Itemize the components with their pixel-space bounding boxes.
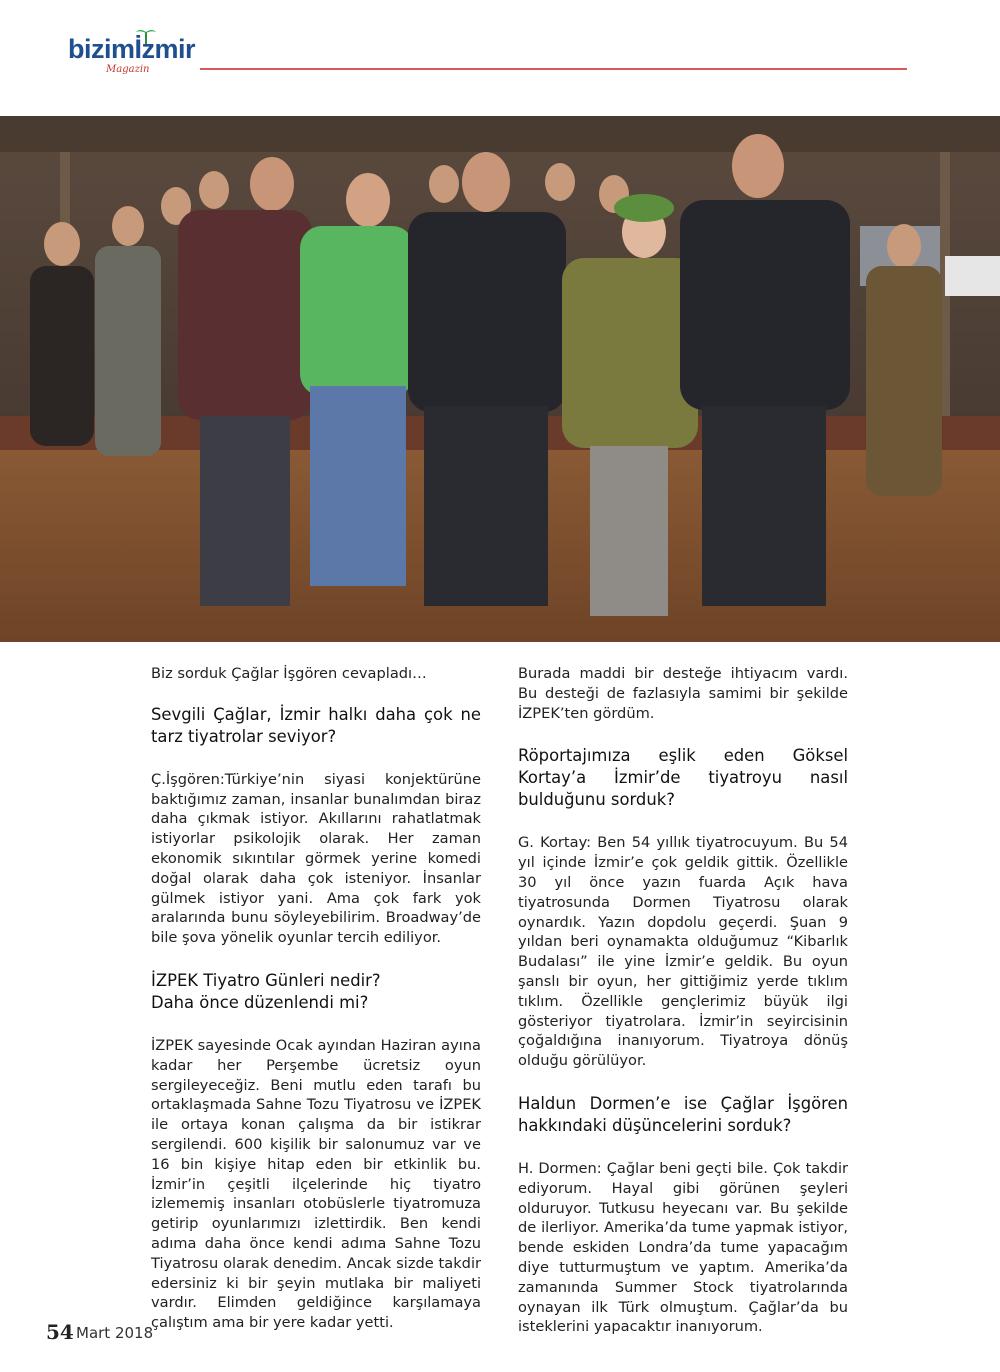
question-heading: Haldun Dormen’e ise Çağlar İşgören hakkındaki düşüncelerini sorduk? [518, 1093, 848, 1135]
answer-paragraph: G. Kortay: Ben 54 yıllık tiyatrocuyum. Bu 54 yıl içinde İzmir’e çok geldik gittik. Özellikle 30 yıl önce yazın fuarda Açık hava tiyatrosunda Dormen Tiyatrosu olarak oynardık. Yazın dopdolu geçerdi. Şuan 9 yıldan beri oynamakta olduğumuz “Kibarlık Budalası” ile yine İzmir’e geldik. Bu oyun şanslı bir oyun, her gittiğimiz yerde tıklım tıklım. Özellikle gençlerimiz büyük ilgi gösteriyor tiyatrolara. İzmir’in seyircisinin çoğaldığına inanıyorum. Tiyatroya dönüş olduğu görülüyor. [518, 834, 848, 1070]
left-column [151, 664, 481, 1333]
logo-subtitle: Magazin [106, 64, 150, 75]
group-photo [0, 116, 1000, 642]
question-heading: Sevgili Çağlar, İzmir halkı daha çok ne tarz tiyatrolar seviyor? [151, 704, 481, 746]
right-column [518, 664, 848, 1337]
answer-continuation: Burada maddi bir desteğe ihtiyacım vardı. Bu desteği de fazlasıyla samimi bir şekilde İZPEK’ten gördüm. [518, 665, 848, 722]
header-divider [200, 68, 907, 70]
magazine-logo [68, 34, 208, 82]
answer-paragraph: H. Dormen: Çağlar beni geçti bile. Çok takdir ediyorum. Hayal gibi görünen şeyleri olduruyor. Tutkusu heyecanı var. Bu şekilde de ilerliyor. Amerika’da tume yapmak istiyor, bende eskiden Londra’da tume yapacağım diye tutturmuştum ve yaptım. Amerika’da zamanında Summer Stock tiyatrolarında oynayan ilk Türk olmuştum. Çağlar’da bu isteklerini yapacaktır inanıyorum. [518, 1159, 848, 1336]
page-number: 54 [46, 1320, 74, 1344]
answer-paragraph: İZPEK sayesinde Ocak ayından Haziran ayına kadar her Perşembe ücretsiz oyun sergileyeceğiz. Beni mutlu eden tarafı bu ortaklaşmada Sahne Tozu Tiyatrosu ve İZPEK ile ortaya konan çalışma da bir istikrar sergilendi. 600 kişilik bir salonumuz var ve 16 bin kişiye hitap eden bir etkinlik bu. İzmir’in çeşitli ilçelerinde hiç tiyatro izlememiş insanları otobüslerle tiyatromuza getirip oyunlarımızı izlettirdik. Ben kendi adıma daha önce kendi adıma Sahne Tozu Tiyatrosu olarak denedim. Ancak sizde takdir edersiniz ki bir şeyin mutlaka bir maliyeti vardır. Elimden geldiğince karşılamaya çalıştım ama bir yere kadar yetti. [151, 1036, 481, 1332]
issue-date: Mart 2018 [76, 1324, 154, 1342]
question-heading: Röportajımıza eşlik eden Göksel Kortay’a İzmir’de tiyatroyu nasıl bulduğunu sorduk? [518, 746, 848, 810]
question-line: Daha önce düzenlendi mi? [151, 992, 369, 1012]
question-line: İZPEK Tiyatro Günleri nedir? [151, 970, 381, 990]
intro-text: Biz sorduk Çağlar İşgören cevapladı… [151, 665, 427, 682]
answer-paragraph: Ç.İşgören:Türkiye’nin siyasi konjektürüne baktığımız zaman, insanlar bunalımdan biraz daha çıkmak istiyor. Akıllarını rahatlatmak istiyorlar psikolojik olarak. Her zaman ekonomik sıkıntılar görmek yerine komedi doğal olarak daha çok isteniyor. İnsanlar gülmek istiyor yani. Ama çok fark yok aralarında bunu söyleyebilirim. Broadway’de bile şova yönelik oyunlar tercih ediliyor. [151, 770, 481, 947]
question-heading [151, 970, 481, 1014]
logo-wordmark: bizimİzmir [68, 34, 196, 64]
